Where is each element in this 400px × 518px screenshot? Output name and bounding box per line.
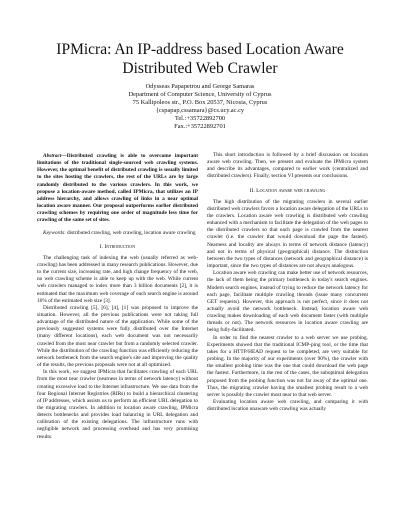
abstract xyxy=(37,153,198,225)
intro-paragraph-3: In this work, we suggest IPMicra that facilitates crawling of each URL from the most near crawler (nearness in terms of network latency) without creating excessive load to the Internet infrastructure. We use data from the four Regional Internet Registries (RIRs) to build a hierarchical clustering of IP addresses, which assists us to perform an efficient URL delegation to the migrating crawlers. In addition to location aware crawling, IPMicra detects bottlenecks and provides load balancing in URL delegation and calibration of the existing delegations. The infrastructure runs with negligible network and processing overhead and has very promising results. xyxy=(37,369,198,440)
abstract-text: Distributed crawling is able to overcome important limitations of the traditional single-sourced web crawling systems. However, the optimal benefit of distributed crawling is usually limited to the sites hosting the crawlers, the rest of the URLs are by large randomly distributed to the various crawlers. In this work, we propose a location-aware method, called IPMicra, that utilizes an IP address hierarchy, and allows crawling of links in a near optimal location aware manner. Our proposal outperforms earlier distributed crawling schemes by requiring one order of magnitude less time for crawling of the same set of sites. xyxy=(37,153,198,224)
keywords-text: : distributed crawling, web crawling, location aware crawling xyxy=(64,229,196,236)
section-heading-introduction: I. Introduction xyxy=(99,243,136,250)
intro-paragraph-2: Distributed crawling [5], [6], [4], [1] was proposed to improve the situation. However, all the previous publications were not taking full advantage of the distributed nature of the application. While some of the previously suggested systems were fully distributed over the Internet (many different locations), each web document was not necessarily crawled from the most near crawler but from a randomly selected crawler. While the distribution of the crawling function was efficiently reducing the network bottleneck from the search engine's site and improving the quality of the results, the previous proposals were not at all optimized. xyxy=(37,304,198,369)
author-block xyxy=(40,83,360,131)
outline-paragraph: This short introduction is followed by a brief discussion on location aware web crawling. Then, we present and evaluate the IPMicra system and describe its advantages, compared to earlier work (centralized and distributed crawlers). Finally, section VI presents our conclusions. xyxy=(207,152,368,180)
author-department: Department of Computer Science, University of Cyprus xyxy=(128,91,272,98)
author-tel: Tel.:+35722892700 xyxy=(174,115,226,122)
author-email: {cspapap,cssamara}@cs.ucy.ac.cy xyxy=(155,107,245,114)
keywords xyxy=(37,230,198,237)
location-paragraph-4: Evaluating location aware web crawling, and comparing it with distributed location unaware web crawling was actually xyxy=(207,399,368,413)
location-paragraph-3: In order to find the nearest crawler to a web server we use probing. Experiments showed that the traditional ICMP-ping tool, or the time that takes for a HTTP/HEAD request to be completed, are very suitable for probing. In the majority of our experiments (over 90%), the crawler with the smallest probing time was the one that could download the web page the fastest. Furthermore, in the rest of the cases, the suboptimal delegation proposed from the probing function was not far away of the optimal one. Thus, the migrating crawler having the smallest probing result to a web server is possibly the crawler most near to that web server. xyxy=(207,334,368,398)
paper-title: IPMicra: An IP-address based Location Aware Distributed Web Crawler xyxy=(56,41,344,77)
left-column xyxy=(37,153,198,441)
right-column xyxy=(207,152,368,413)
section-heading-location-aware: II. Location aware web crawling xyxy=(249,187,326,194)
author-names: Odysseas Papapetrou and George Samaras xyxy=(145,83,255,90)
abstract-label: Abstract xyxy=(43,153,62,159)
location-paragraph-2: Location aware web crawling can make better use of network resources, the lack of them being the primary bottleneck in today's search engines. Modern search engines, instead of trying to reduce the network latency for each page, facilitate multiple crawling threads (issue many concurrent GET requests). However, this approach is not perfect, since it does not actually avoid the network bottleneck. Instead, location aware web crawling makes downloading of each web document faster (with multiple threads or not). The network resources in location aware crawling are being fully-facilitated. xyxy=(207,270,368,334)
abstract-dash: — xyxy=(61,153,67,159)
intro-paragraph-1: The challenging task of indexing the web (usually referred as web-crawling) has been addressed in many research publications. However, due to the current size, increasing rate, and high change frequency of the web, no web crawling scheme is able to keep up with the web. While current web crawlers managed to index more than 3 billion documents [2], it is estimated that the maximum web coverage of each search engine is around 16% of the estimated web size [3]. xyxy=(37,254,198,304)
author-address: 75 Kallipoleos str., P.O. Box 20537, Nicosia, Cyprus xyxy=(132,99,268,106)
author-fax: Fax.:+35722892701 xyxy=(174,123,226,130)
keywords-label: Keywords xyxy=(43,229,65,236)
location-paragraph-1: The high distribution of the migrating crawlers in several earlier distributed web crawlers favors a location aware delegation of the URLs to the crawlers. Location aware web crawling is distributed web crawling enhanced with a mechanism to facilitate the delegation of the web pages to the distributed crawlers so that each page is crawled from the nearest crawler (i.e. the crawler that would download the page the fastest). Nearness and locality are always in terms of network distance (latency) and not in terms of physical (geographical) distance. The distinction between the two types of distances (network and geographical distance) is important, since the two types of distances are not always analogous. xyxy=(207,198,368,270)
